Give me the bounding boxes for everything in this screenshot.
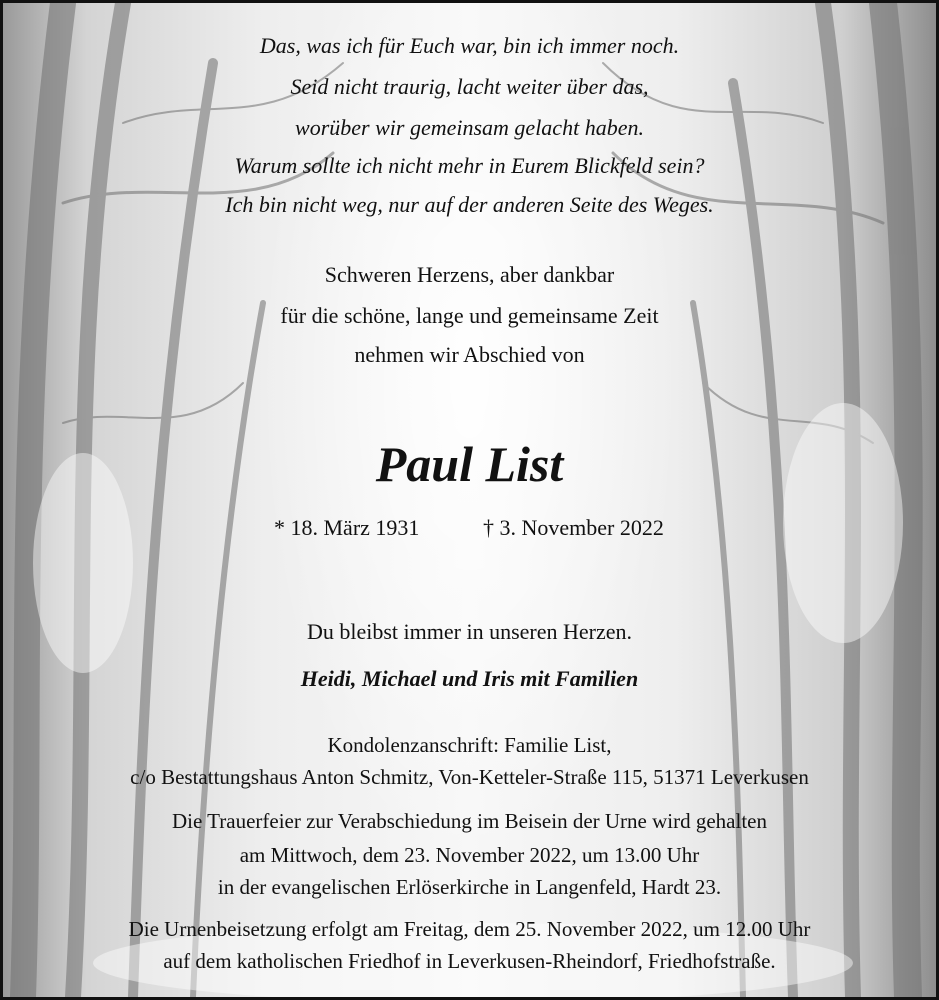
ceremony-line: in der evangelischen Erlöserkirche in Langenfeld, Hardt 23. [217, 875, 722, 899]
intro-line: Schweren Herzens, aber dankbar [324, 262, 615, 287]
death-date: † 3. November 2022 [483, 515, 664, 540]
ceremony-line: am Mittwoch, dem 23. November 2022, um 13.00 Uhr [239, 843, 700, 867]
intro-line: für die schöne, lange und gemeinsame Zeit [280, 303, 659, 328]
birth-date: * 18. März 1931 [274, 515, 420, 540]
poem-line: Ich bin nicht weg, nur auf der anderen Seite des Weges. [225, 192, 714, 217]
poem-line: Das, was ich für Euch war, bin ich immer noch. [259, 33, 680, 58]
family-signature: Heidi, Michael und Iris mit Familien [300, 666, 639, 691]
deceased-name: Paul List [375, 436, 564, 492]
burial-line: auf dem katholischen Friedhof in Leverkusen-Rheindorf, Friedhofstraße. [163, 949, 776, 973]
condolence-line: Kondolenzanschrift: Familie List, [327, 733, 612, 757]
condolence-address: c/o Bestattungshaus Anton Schmitz, Von-Ketteler-Straße 115, 51371 Leverkusen [130, 765, 809, 789]
ceremony-line: Die Trauerfeier zur Verabschiedung im Beisein der Urne wird gehalten [171, 809, 767, 833]
remembrance-text: Du bleibst immer in unseren Herzen. [306, 619, 632, 644]
poem-line: Warum sollte ich nicht mehr in Eurem Blickfeld sein? [234, 153, 705, 178]
burial-line: Die Urnenbeisetzung erfolgt am Freitag, dem 25. November 2022, um 12.00 Uhr [128, 917, 811, 941]
intro-line: nehmen wir Abschied von [354, 342, 585, 367]
poem-line: worüber wir gemeinsam gelacht haben. [295, 115, 644, 140]
poem-line: Seid nicht traurig, lacht weiter über das, [290, 74, 649, 99]
